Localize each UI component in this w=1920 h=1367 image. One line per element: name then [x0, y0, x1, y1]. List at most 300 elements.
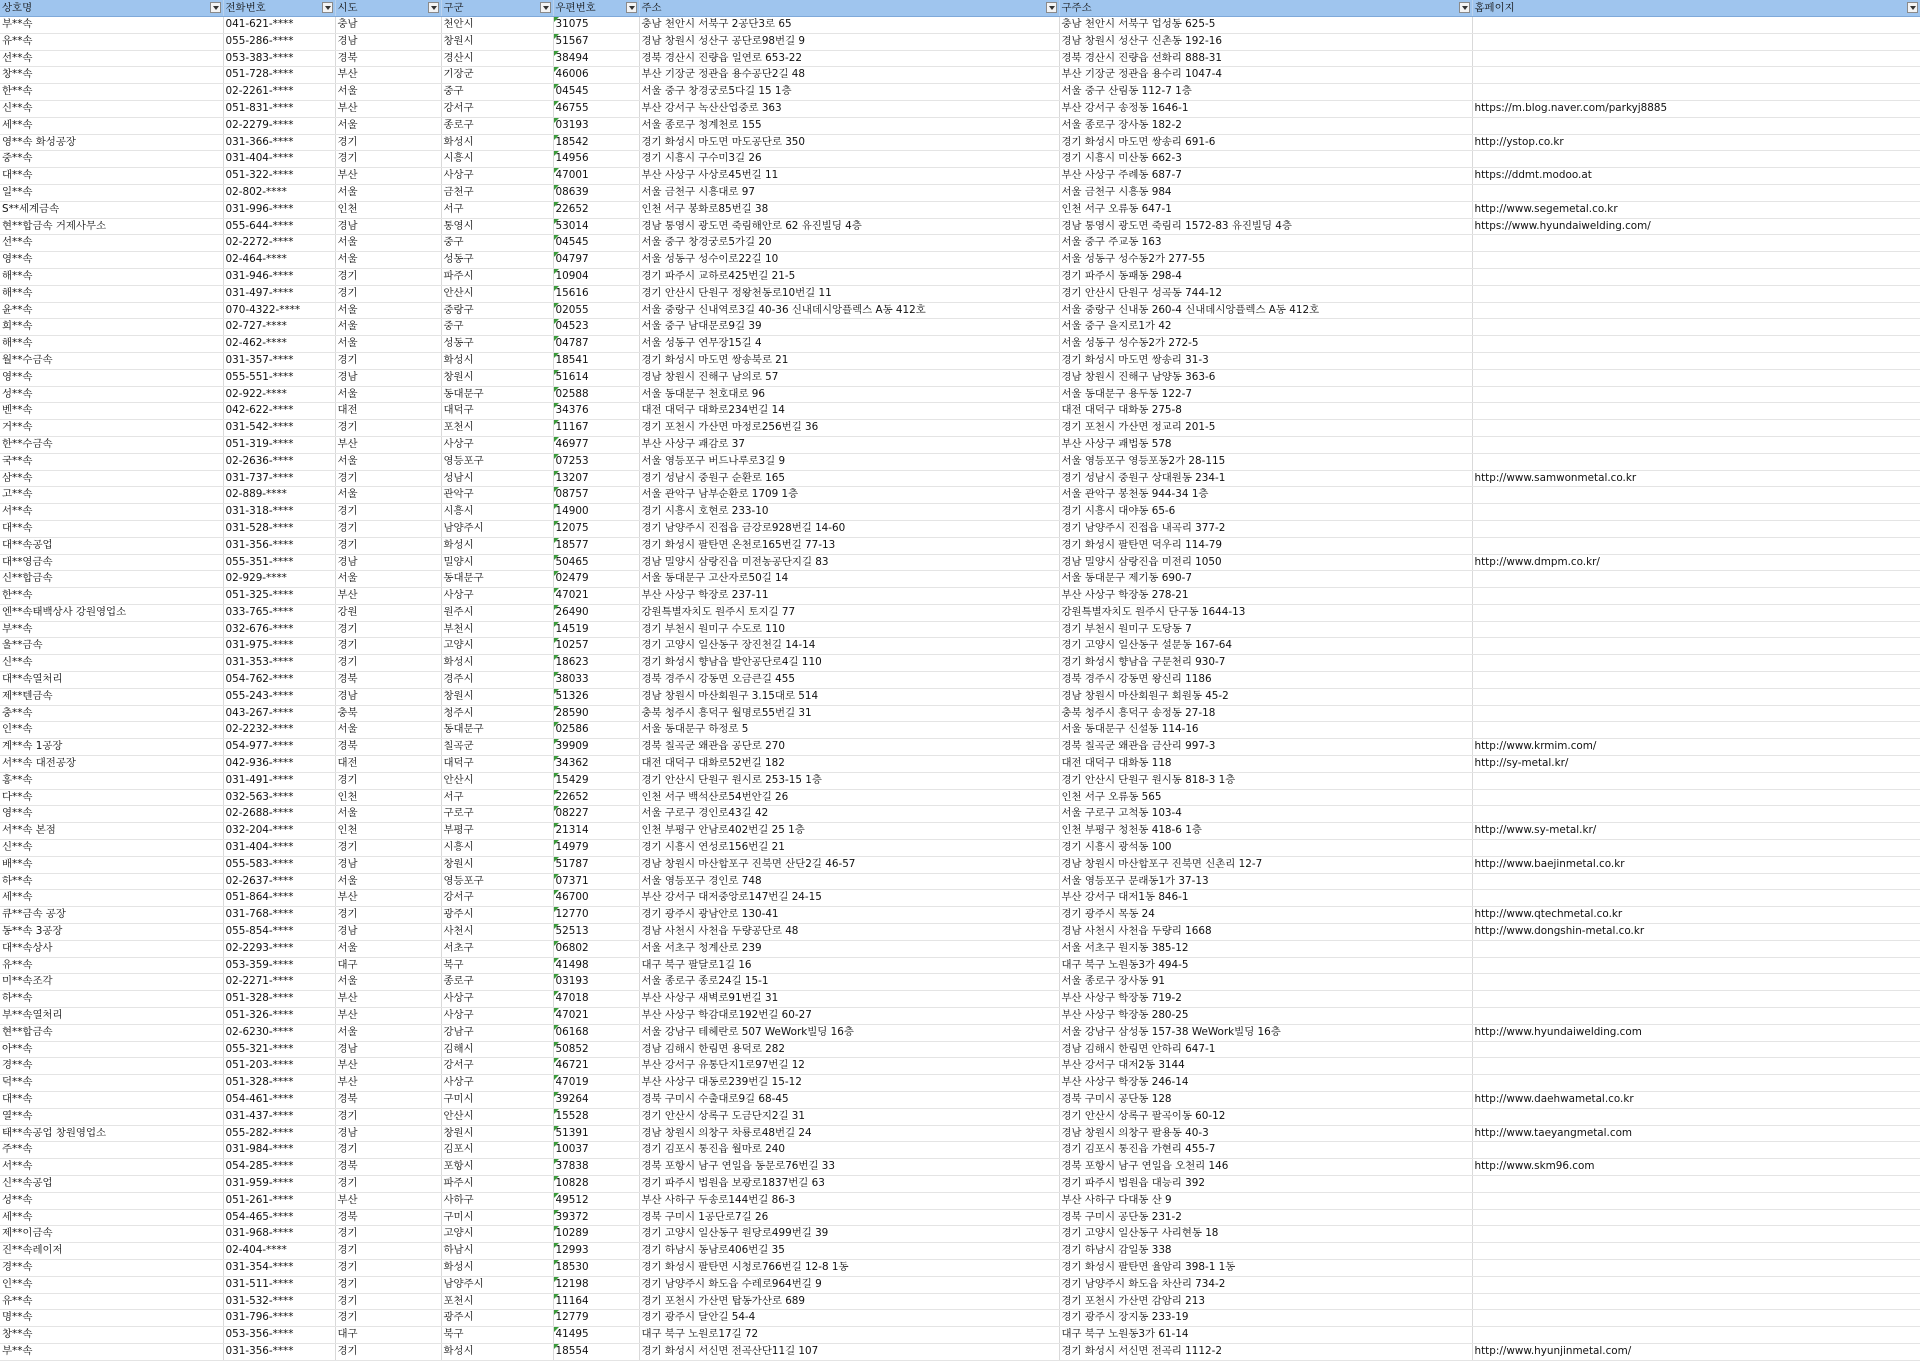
- cell-address[interactable]: 인천 서구 백석산로54번안길 26: [639, 789, 1059, 806]
- cell-old-address[interactable]: 서울 금천구 시흥동 984: [1059, 184, 1472, 201]
- cell-province[interactable]: 서울: [335, 873, 441, 890]
- cell-zipcode[interactable]: 52513: [553, 924, 639, 941]
- cell-district[interactable]: 사상구: [441, 588, 553, 605]
- cell-province[interactable]: 경북: [335, 672, 441, 689]
- cell-homepage[interactable]: [1472, 403, 1920, 420]
- cell-province[interactable]: 부산: [335, 890, 441, 907]
- cell-homepage[interactable]: [1472, 1276, 1920, 1293]
- cell-homepage[interactable]: [1472, 940, 1920, 957]
- cell-homepage[interactable]: [1472, 436, 1920, 453]
- cell-address[interactable]: 경기 화성시 마도면 쌍송북로 21: [639, 352, 1059, 369]
- cell-homepage[interactable]: [1472, 672, 1920, 689]
- cell-phone[interactable]: 055-551-****: [223, 369, 335, 386]
- cell-province[interactable]: 인천: [335, 823, 441, 840]
- cell-name[interactable]: S**세계금속: [0, 201, 223, 218]
- cell-old-address[interactable]: 부산 사상구 학장동 246-14: [1059, 1075, 1472, 1092]
- cell-province[interactable]: 경남: [335, 1125, 441, 1142]
- cell-district[interactable]: 김포시: [441, 1142, 553, 1159]
- cell-address[interactable]: 서울 중구 창경궁로5다길 15 1층: [639, 84, 1059, 101]
- cell-address[interactable]: 서울 중구 남대문로9길 39: [639, 319, 1059, 336]
- cell-zipcode[interactable]: 04523: [553, 319, 639, 336]
- cell-old-address[interactable]: 서울 성동구 성수동2가 277-55: [1059, 252, 1472, 269]
- cell-address[interactable]: 인천 부평구 안남로402번길 25 1층: [639, 823, 1059, 840]
- cell-homepage[interactable]: [1472, 537, 1920, 554]
- cell-province[interactable]: 경기: [335, 1276, 441, 1293]
- cell-homepage[interactable]: [1472, 772, 1920, 789]
- cell-zipcode[interactable]: 50465: [553, 554, 639, 571]
- cell-province[interactable]: 경남: [335, 688, 441, 705]
- cell-address[interactable]: 경기 김포시 통진읍 월마로 240: [639, 1142, 1059, 1159]
- cell-name[interactable]: 진**속레이저: [0, 1243, 223, 1260]
- cell-phone[interactable]: 031-542-****: [223, 420, 335, 437]
- cell-district[interactable]: 강서구: [441, 1058, 553, 1075]
- cell-old-address[interactable]: 경기 광주시 장지동 233-19: [1059, 1310, 1472, 1327]
- cell-name[interactable]: 영**속: [0, 369, 223, 386]
- cell-old-address[interactable]: 경기 남양주시 진접읍 내곡리 377-2: [1059, 520, 1472, 537]
- cell-address[interactable]: 부산 강서구 대저중앙로147번길 24-15: [639, 890, 1059, 907]
- cell-old-address[interactable]: 경기 안산시 단원구 원시동 818-3 1층: [1059, 772, 1472, 789]
- cell-address[interactable]: 대구 북구 노원로17길 72: [639, 1327, 1059, 1344]
- cell-old-address[interactable]: 부산 강서구 송정동 1646-1: [1059, 100, 1472, 117]
- cell-district[interactable]: 화성시: [441, 655, 553, 672]
- cell-old-address[interactable]: 경남 밀양시 삼랑진읍 미전리 1050: [1059, 554, 1472, 571]
- cell-province[interactable]: 경기: [335, 1243, 441, 1260]
- cell-name[interactable]: 현**합금속: [0, 1024, 223, 1041]
- cell-district[interactable]: 화성시: [441, 352, 553, 369]
- cell-district[interactable]: 사천시: [441, 924, 553, 941]
- cell-district[interactable]: 화성시: [441, 1343, 553, 1360]
- cell-old-address[interactable]: 대구 북구 노원동3가 61-14: [1059, 1327, 1472, 1344]
- cell-district[interactable]: 경주시: [441, 672, 553, 689]
- cell-address[interactable]: 부산 강서구 유통단지1로97번길 12: [639, 1058, 1059, 1075]
- cell-name[interactable]: 중**속: [0, 151, 223, 168]
- cell-zipcode[interactable]: 10828: [553, 1175, 639, 1192]
- cell-district[interactable]: 사상구: [441, 991, 553, 1008]
- cell-phone[interactable]: 031-959-****: [223, 1175, 335, 1192]
- cell-district[interactable]: 화성시: [441, 1259, 553, 1276]
- cell-province[interactable]: 경기: [335, 907, 441, 924]
- cell-phone[interactable]: 02-2232-****: [223, 722, 335, 739]
- cell-old-address[interactable]: 서울 영등포구 영등포동2가 28-115: [1059, 453, 1472, 470]
- cell-phone[interactable]: 031-437-****: [223, 1108, 335, 1125]
- cell-address[interactable]: 경남 창원시 진해구 남의로 57: [639, 369, 1059, 386]
- cell-old-address[interactable]: 충북 청주시 흥덕구 송정동 27-18: [1059, 705, 1472, 722]
- cell-zipcode[interactable]: 51614: [553, 369, 639, 386]
- cell-old-address[interactable]: 서울 동대문구 신설동 114-16: [1059, 722, 1472, 739]
- cell-district[interactable]: 성동구: [441, 336, 553, 353]
- cell-old-address[interactable]: 부산 사상구 학장동 278-21: [1059, 588, 1472, 605]
- cell-zipcode[interactable]: 28590: [553, 705, 639, 722]
- cell-name[interactable]: 큐**금속 공장: [0, 907, 223, 924]
- cell-name[interactable]: 희**속: [0, 319, 223, 336]
- cell-zipcode[interactable]: 46006: [553, 67, 639, 84]
- cell-old-address[interactable]: 경북 경주시 강동면 왕신리 1186: [1059, 672, 1472, 689]
- cell-address[interactable]: 경기 성남시 중원구 순환로 165: [639, 470, 1059, 487]
- cell-province[interactable]: 경기: [335, 520, 441, 537]
- cell-phone[interactable]: 031-318-****: [223, 504, 335, 521]
- cell-address[interactable]: 경기 시흥시 호현로 233-10: [639, 504, 1059, 521]
- cell-district[interactable]: 화성시: [441, 537, 553, 554]
- cell-name[interactable]: 고**속: [0, 487, 223, 504]
- cell-name[interactable]: 성**속: [0, 1192, 223, 1209]
- cell-address[interactable]: 경기 안산시 단원구 정왕천동로10번길 11: [639, 285, 1059, 302]
- cell-address[interactable]: 인천 서구 봉화로85번길 38: [639, 201, 1059, 218]
- cell-zipcode[interactable]: 02055: [553, 302, 639, 319]
- cell-zipcode[interactable]: 03193: [553, 974, 639, 991]
- cell-name[interactable]: 신**속: [0, 655, 223, 672]
- cell-province[interactable]: 대전: [335, 403, 441, 420]
- cell-name[interactable]: 세**속: [0, 117, 223, 134]
- cell-old-address[interactable]: 경북 경산시 진량읍 선화리 888-31: [1059, 50, 1472, 67]
- cell-province[interactable]: 부산: [335, 991, 441, 1008]
- cell-old-address[interactable]: 경남 창원시 의창구 팔용동 40-3: [1059, 1125, 1472, 1142]
- cell-homepage[interactable]: [1472, 1310, 1920, 1327]
- cell-zipcode[interactable]: 15528: [553, 1108, 639, 1125]
- cell-old-address[interactable]: 부산 사상구 주례동 687-7: [1059, 168, 1472, 185]
- cell-name[interactable]: 서**속: [0, 504, 223, 521]
- cell-district[interactable]: 중구: [441, 84, 553, 101]
- cell-name[interactable]: 아**속: [0, 1041, 223, 1058]
- cell-name[interactable]: 해**속: [0, 336, 223, 353]
- cell-name[interactable]: 선**속: [0, 50, 223, 67]
- cell-province[interactable]: 인천: [335, 201, 441, 218]
- cell-zipcode[interactable]: 41495: [553, 1327, 639, 1344]
- cell-old-address[interactable]: 경남 창원시 진해구 남양동 363-6: [1059, 369, 1472, 386]
- cell-homepage[interactable]: [1472, 655, 1920, 672]
- cell-province[interactable]: 서울: [335, 117, 441, 134]
- cell-province[interactable]: 서울: [335, 806, 441, 823]
- cell-zipcode[interactable]: 07371: [553, 873, 639, 890]
- cell-phone[interactable]: 051-328-****: [223, 1075, 335, 1092]
- cell-address[interactable]: 부산 사상구 학감대로192번길 60-27: [639, 1008, 1059, 1025]
- cell-phone[interactable]: 054-762-****: [223, 672, 335, 689]
- cell-address[interactable]: 경북 경주시 강동면 오금큰길 455: [639, 672, 1059, 689]
- cell-phone[interactable]: 055-351-****: [223, 554, 335, 571]
- cell-province[interactable]: 경기: [335, 151, 441, 168]
- cell-homepage[interactable]: [1472, 252, 1920, 269]
- cell-district[interactable]: 고양시: [441, 1226, 553, 1243]
- cell-district[interactable]: 화성시: [441, 134, 553, 151]
- cell-homepage[interactable]: [1472, 705, 1920, 722]
- cell-zipcode[interactable]: 10289: [553, 1226, 639, 1243]
- cell-address[interactable]: 경기 화성시 서신면 전곡산단11길 107: [639, 1343, 1059, 1360]
- cell-zipcode[interactable]: 13207: [553, 470, 639, 487]
- cell-zipcode[interactable]: 18554: [553, 1343, 639, 1360]
- cell-province[interactable]: 서울: [335, 235, 441, 252]
- cell-name[interactable]: 제**텐금속: [0, 688, 223, 705]
- cell-zipcode[interactable]: 08757: [553, 487, 639, 504]
- cell-phone[interactable]: 054-465-****: [223, 1209, 335, 1226]
- cell-name[interactable]: 국**속: [0, 453, 223, 470]
- cell-homepage[interactable]: [1472, 268, 1920, 285]
- cell-name[interactable]: 인**속: [0, 1276, 223, 1293]
- cell-district[interactable]: 고양시: [441, 638, 553, 655]
- cell-homepage[interactable]: [1472, 117, 1920, 134]
- cell-name[interactable]: 영**속 화성공장: [0, 134, 223, 151]
- cell-name[interactable]: 부**속: [0, 1343, 223, 1360]
- cell-name[interactable]: 세**속: [0, 1209, 223, 1226]
- cell-name[interactable]: 하**속: [0, 991, 223, 1008]
- cell-address[interactable]: 경기 화성시 향남읍 발안공단로4길 110: [639, 655, 1059, 672]
- cell-district[interactable]: 포항시: [441, 1159, 553, 1176]
- cell-address[interactable]: 경남 창원시 의창구 차룡로48번길 24: [639, 1125, 1059, 1142]
- cell-zipcode[interactable]: 06168: [553, 1024, 639, 1041]
- cell-province[interactable]: 경기: [335, 420, 441, 437]
- cell-address[interactable]: 경기 하남시 동남로406번길 35: [639, 1243, 1059, 1260]
- cell-phone[interactable]: 02-2261-****: [223, 84, 335, 101]
- cell-name[interactable]: 거**속: [0, 420, 223, 437]
- cell-district[interactable]: 포천시: [441, 420, 553, 437]
- cell-address[interactable]: 경북 칠곡군 왜관읍 공단로 270: [639, 739, 1059, 756]
- cell-province[interactable]: 서울: [335, 252, 441, 269]
- cell-phone[interactable]: 051-261-****: [223, 1192, 335, 1209]
- cell-homepage[interactable]: [1472, 638, 1920, 655]
- cell-province[interactable]: 경북: [335, 1159, 441, 1176]
- cell-name[interactable]: 대**속공업: [0, 537, 223, 554]
- cell-phone[interactable]: 051-326-****: [223, 1008, 335, 1025]
- cell-name[interactable]: 서**속: [0, 1159, 223, 1176]
- cell-name[interactable]: 대**속상사: [0, 940, 223, 957]
- cell-name[interactable]: 서**속 대전공장: [0, 756, 223, 773]
- cell-homepage[interactable]: [1472, 33, 1920, 50]
- cell-district[interactable]: 청주시: [441, 705, 553, 722]
- cell-old-address[interactable]: 경기 하남시 감일동 338: [1059, 1243, 1472, 1260]
- cell-district[interactable]: 성동구: [441, 252, 553, 269]
- cell-phone[interactable]: 055-583-****: [223, 856, 335, 873]
- cell-name[interactable]: 창**속: [0, 1327, 223, 1344]
- cell-old-address[interactable]: 경기 파주시 동패동 298-4: [1059, 268, 1472, 285]
- cell-zipcode[interactable]: 50852: [553, 1041, 639, 1058]
- cell-province[interactable]: 경기: [335, 840, 441, 857]
- cell-zipcode[interactable]: 10904: [553, 268, 639, 285]
- cell-district[interactable]: 서구: [441, 201, 553, 218]
- cell-phone[interactable]: 032-204-****: [223, 823, 335, 840]
- cell-name[interactable]: 유**속: [0, 33, 223, 50]
- cell-address[interactable]: 경남 밀양시 삼랑진읍 미전농공단지길 83: [639, 554, 1059, 571]
- cell-province[interactable]: 경남: [335, 33, 441, 50]
- cell-phone[interactable]: 031-946-****: [223, 268, 335, 285]
- cell-old-address[interactable]: 경남 사천시 사천읍 두량리 1668: [1059, 924, 1472, 941]
- cell-homepage[interactable]: [1472, 1209, 1920, 1226]
- cell-homepage[interactable]: [1472, 151, 1920, 168]
- cell-province[interactable]: 경기: [335, 504, 441, 521]
- cell-zipcode[interactable]: 39909: [553, 739, 639, 756]
- cell-name[interactable]: 서**속 본점: [0, 823, 223, 840]
- cell-province[interactable]: 부산: [335, 100, 441, 117]
- filter-dropdown-icon[interactable]: [322, 2, 333, 13]
- cell-zipcode[interactable]: 46721: [553, 1058, 639, 1075]
- cell-old-address[interactable]: 경북 구미시 공단동 231-2: [1059, 1209, 1472, 1226]
- cell-district[interactable]: 사상구: [441, 1075, 553, 1092]
- cell-province[interactable]: 부산: [335, 1058, 441, 1075]
- cell-zipcode[interactable]: 46977: [553, 436, 639, 453]
- cell-homepage[interactable]: [1472, 621, 1920, 638]
- cell-old-address[interactable]: 경기 광주시 목동 24: [1059, 907, 1472, 924]
- cell-phone[interactable]: 02-464-****: [223, 252, 335, 269]
- cell-province[interactable]: 경북: [335, 739, 441, 756]
- cell-province[interactable]: 경북: [335, 1092, 441, 1109]
- cell-phone[interactable]: 02-2272-****: [223, 235, 335, 252]
- cell-province[interactable]: 충북: [335, 705, 441, 722]
- cell-old-address[interactable]: 부산 사상구 학장동 280-25: [1059, 1008, 1472, 1025]
- cell-old-address[interactable]: 서울 성동구 성수동2가 272-5: [1059, 336, 1472, 353]
- cell-zipcode[interactable]: 39372: [553, 1209, 639, 1226]
- cell-phone[interactable]: 055-243-****: [223, 688, 335, 705]
- cell-homepage[interactable]: [1472, 84, 1920, 101]
- cell-province[interactable]: 경기: [335, 285, 441, 302]
- cell-name[interactable]: 영**속: [0, 806, 223, 823]
- cell-zipcode[interactable]: 04787: [553, 336, 639, 353]
- cell-district[interactable]: 기장군: [441, 67, 553, 84]
- cell-province[interactable]: 경기: [335, 655, 441, 672]
- cell-phone[interactable]: 031-975-****: [223, 638, 335, 655]
- cell-name[interactable]: 엔**속태백상사 강원영업소: [0, 604, 223, 621]
- cell-name[interactable]: 동**속 3공장: [0, 924, 223, 941]
- cell-homepage[interactable]: [1472, 235, 1920, 252]
- cell-homepage[interactable]: [1472, 352, 1920, 369]
- cell-address[interactable]: 서울 구로구 경인로43길 42: [639, 806, 1059, 823]
- cell-zipcode[interactable]: 34362: [553, 756, 639, 773]
- cell-old-address[interactable]: 인천 부평구 청천동 418-6 1층: [1059, 823, 1472, 840]
- cell-name[interactable]: 명**속: [0, 1310, 223, 1327]
- cell-old-address[interactable]: 경남 창원시 마산회원구 회원동 45-2: [1059, 688, 1472, 705]
- cell-zipcode[interactable]: 51567: [553, 33, 639, 50]
- cell-district[interactable]: 관악구: [441, 487, 553, 504]
- cell-address[interactable]: 강원특별자치도 원주시 토지길 77: [639, 604, 1059, 621]
- cell-phone[interactable]: 031-366-****: [223, 134, 335, 151]
- cell-zipcode[interactable]: 14956: [553, 151, 639, 168]
- cell-province[interactable]: 서울: [335, 940, 441, 957]
- cell-address[interactable]: 경남 창원시 성산구 공단로98번길 9: [639, 33, 1059, 50]
- cell-homepage[interactable]: [1472, 504, 1920, 521]
- cell-old-address[interactable]: 경기 시흥시 광석동 100: [1059, 840, 1472, 857]
- cell-zipcode[interactable]: 04797: [553, 252, 639, 269]
- cell-name[interactable]: 대**속: [0, 168, 223, 185]
- cell-zipcode[interactable]: 38033: [553, 672, 639, 689]
- cell-zipcode[interactable]: 51326: [553, 688, 639, 705]
- cell-old-address[interactable]: 서울 영등포구 문래동1가 37-13: [1059, 873, 1472, 890]
- cell-phone[interactable]: 031-491-****: [223, 772, 335, 789]
- cell-phone[interactable]: 02-404-****: [223, 1243, 335, 1260]
- cell-address[interactable]: 서울 영등포구 버드나루로3길 9: [639, 453, 1059, 470]
- cell-district[interactable]: 남양주시: [441, 520, 553, 537]
- cell-phone[interactable]: 031-356-****: [223, 537, 335, 554]
- cell-zipcode[interactable]: 12779: [553, 1310, 639, 1327]
- cell-province[interactable]: 경기: [335, 352, 441, 369]
- cell-province[interactable]: 경기: [335, 1343, 441, 1360]
- cell-address[interactable]: 경기 시흥시 연성로156번길 21: [639, 840, 1059, 857]
- cell-district[interactable]: 김해시: [441, 1041, 553, 1058]
- cell-old-address[interactable]: 경남 창원시 성산구 신촌동 192-16: [1059, 33, 1472, 50]
- cell-homepage[interactable]: https://www.hyundaiwelding.com/: [1472, 218, 1920, 235]
- cell-phone[interactable]: 031-984-****: [223, 1142, 335, 1159]
- cell-homepage[interactable]: [1472, 369, 1920, 386]
- cell-district[interactable]: 광주시: [441, 1310, 553, 1327]
- cell-zipcode[interactable]: 18542: [553, 134, 639, 151]
- cell-district[interactable]: 동대문구: [441, 722, 553, 739]
- cell-address[interactable]: 경기 포천시 가산면 마정로256번길 36: [639, 420, 1059, 437]
- cell-province[interactable]: 경남: [335, 369, 441, 386]
- cell-phone[interactable]: 051-728-****: [223, 67, 335, 84]
- cell-address[interactable]: 경기 고양시 일산동구 원당로499번길 39: [639, 1226, 1059, 1243]
- cell-phone[interactable]: 033-765-****: [223, 604, 335, 621]
- cell-address[interactable]: 충남 천안시 서북구 2공단3로 65: [639, 17, 1059, 34]
- cell-province[interactable]: 서울: [335, 302, 441, 319]
- cell-district[interactable]: 강서구: [441, 100, 553, 117]
- cell-old-address[interactable]: 서울 종로구 장사동 182-2: [1059, 117, 1472, 134]
- cell-old-address[interactable]: 서울 관악구 봉천동 944-34 1층: [1059, 487, 1472, 504]
- cell-province[interactable]: 부산: [335, 1192, 441, 1209]
- cell-old-address[interactable]: 부산 강서구 대저2동 3144: [1059, 1058, 1472, 1075]
- cell-province[interactable]: 서울: [335, 319, 441, 336]
- cell-phone[interactable]: 031-532-****: [223, 1293, 335, 1310]
- cell-old-address[interactable]: 인천 서구 오류동 565: [1059, 789, 1472, 806]
- cell-address[interactable]: 서울 중구 창경궁로5가길 20: [639, 235, 1059, 252]
- cell-phone[interactable]: 055-286-****: [223, 33, 335, 50]
- cell-homepage[interactable]: [1472, 487, 1920, 504]
- cell-homepage[interactable]: [1472, 184, 1920, 201]
- cell-homepage[interactable]: [1472, 1192, 1920, 1209]
- cell-old-address[interactable]: 서울 동대문구 용두동 122-7: [1059, 386, 1472, 403]
- cell-homepage[interactable]: [1472, 520, 1920, 537]
- cell-address[interactable]: 경남 사천시 사천읍 두량공단로 48: [639, 924, 1059, 941]
- cell-old-address[interactable]: 서울 동대문구 제기동 690-7: [1059, 571, 1472, 588]
- cell-name[interactable]: 경**속: [0, 1259, 223, 1276]
- cell-homepage[interactable]: [1472, 789, 1920, 806]
- cell-old-address[interactable]: 경기 화성시 마도면 쌍송리 691-6: [1059, 134, 1472, 151]
- cell-old-address[interactable]: 경기 화성시 팔탄면 율암리 398-1 1동: [1059, 1259, 1472, 1276]
- cell-zipcode[interactable]: 04545: [553, 84, 639, 101]
- cell-district[interactable]: 밀양시: [441, 554, 553, 571]
- cell-name[interactable]: 제**이금속: [0, 1226, 223, 1243]
- cell-zipcode[interactable]: 03193: [553, 117, 639, 134]
- cell-homepage[interactable]: http://www.skm96.com: [1472, 1159, 1920, 1176]
- cell-old-address[interactable]: 부산 사상구 괘법동 578: [1059, 436, 1472, 453]
- cell-district[interactable]: 창원시: [441, 688, 553, 705]
- cell-district[interactable]: 창원시: [441, 1125, 553, 1142]
- cell-name[interactable]: 벤**속: [0, 403, 223, 420]
- cell-address[interactable]: 경북 구미시 1공단로7길 26: [639, 1209, 1059, 1226]
- cell-province[interactable]: 서울: [335, 386, 441, 403]
- cell-homepage[interactable]: [1472, 285, 1920, 302]
- cell-zipcode[interactable]: 15429: [553, 772, 639, 789]
- cell-district[interactable]: 강남구: [441, 1024, 553, 1041]
- cell-district[interactable]: 성남시: [441, 470, 553, 487]
- cell-phone[interactable]: 02-2293-****: [223, 940, 335, 957]
- cell-district[interactable]: 중구: [441, 319, 553, 336]
- cell-old-address[interactable]: 경북 구미시 공단동 128: [1059, 1092, 1472, 1109]
- cell-homepage[interactable]: [1472, 1259, 1920, 1276]
- cell-district[interactable]: 서구: [441, 789, 553, 806]
- cell-address[interactable]: 서울 중랑구 신내역로3길 40-36 신내데시앙플렉스 A동 412호: [639, 302, 1059, 319]
- cell-province[interactable]: 서울: [335, 184, 441, 201]
- cell-homepage[interactable]: [1472, 588, 1920, 605]
- cell-zipcode[interactable]: 12075: [553, 520, 639, 537]
- cell-phone[interactable]: 051-322-****: [223, 168, 335, 185]
- cell-homepage[interactable]: [1472, 1226, 1920, 1243]
- cell-phone[interactable]: 02-2279-****: [223, 117, 335, 134]
- cell-phone[interactable]: 02-922-****: [223, 386, 335, 403]
- cell-address[interactable]: 서울 종로구 청계천로 155: [639, 117, 1059, 134]
- cell-homepage[interactable]: https://ddmt.modoo.at: [1472, 168, 1920, 185]
- cell-phone[interactable]: 02-802-****: [223, 184, 335, 201]
- cell-zipcode[interactable]: 12993: [553, 1243, 639, 1260]
- cell-name[interactable]: 울**금속: [0, 638, 223, 655]
- cell-homepage[interactable]: http://ystop.co.kr: [1472, 134, 1920, 151]
- cell-province[interactable]: 대전: [335, 756, 441, 773]
- cell-homepage[interactable]: [1472, 1327, 1920, 1344]
- cell-homepage[interactable]: [1472, 1108, 1920, 1125]
